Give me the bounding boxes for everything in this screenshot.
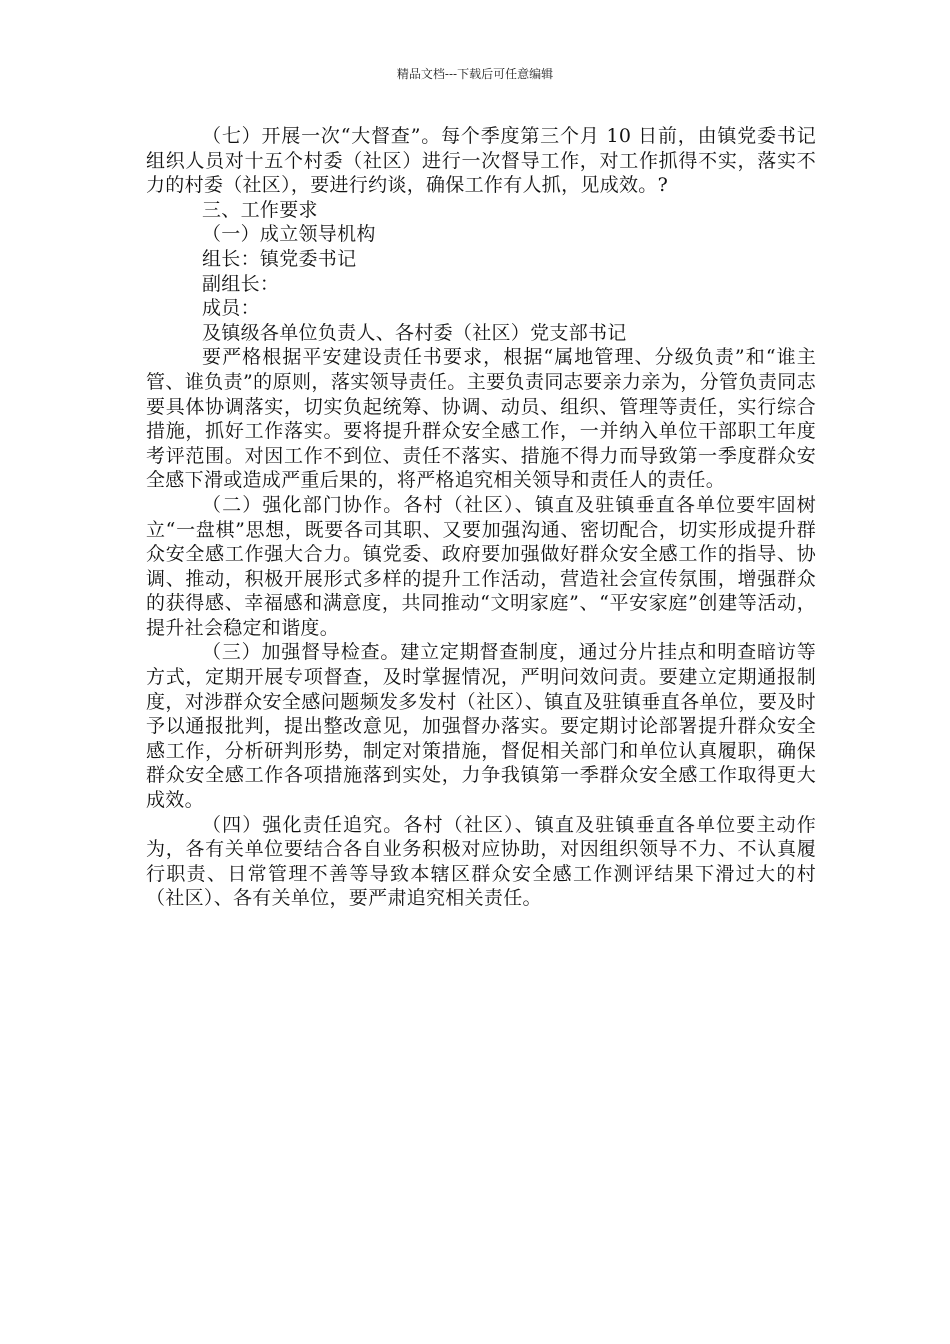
line-deputy-leader: 副组长： — [202, 272, 280, 295]
page-header: 精品文档---下载后可任意编辑 — [396, 67, 554, 81]
line-group-leader: 组长：镇党委书记 — [202, 247, 357, 270]
section-heading-work-requirements: 三、工作要求 — [202, 198, 318, 221]
paragraph-coordination: （二）强化部门协作。各村（社区）、镇直及驻镇垂直各单位要牢固树立“一盘棋”思想，既要各司其职、又要加强沟通、密切配合，切实形成提升群众安全感工作强大合力。镇党委、政府要加强做好群众安全感工作的指导、协调、推动，积极开展形式多样的提升工作活动，营造社会宣传氛围，增强群众的获得感、幸福感和满意度，共同推动“文明家庭”、“平安家庭”创建等活动，提升社会稳定和谐度。 — [146, 493, 816, 639]
subheading-leadership-body: （一）成立领导机构 — [202, 223, 376, 246]
line-members: 成员： — [202, 297, 260, 320]
paragraph-supervision: （七）开展一次“大督查”。每个季度第三个月 10 日前，由镇党委书记组织人员对十五个村委（社区）进行一次督导工作，对工作抓得不实，落实不力的村委（社区），要进行约谈，确保工作有人抓，见成效。? — [146, 125, 816, 197]
paragraph-accountability: （四）强化责任追究。各村（社区）、镇直及驻镇垂直各单位要主动作为，各有关单位要结合各自业务积极对应协助，对因组织领导不力、不认真履行职责、日常管理不善等导致本辖区群众安全感工作测评结果下滑过大的村（社区）、各有关单位，要严肃追究相关责任。 — [146, 813, 816, 910]
line-members-list: 及镇级各单位负责人、各村委（社区）党支部书记 — [202, 321, 627, 344]
document-body — [146, 124, 816, 911]
paragraph-responsibility: 要严格根据平安建设责任书要求，根据“属地管理、分级负责”和“谁主管、谁负责”的原则，落实领导责任。主要负责同志要亲力亲为，分管负责同志要具体协调落实，切实负起统筹、协调、动员、组织、管理等责任，实行综合措施，抓好工作落实。要将提升群众安全感工作，一并纳入单位干部职工年度考评范围。对因工作不到位、责任不落实、措施不得力而导致第一季度群众安全感下滑或造成严重后果的，将严格追究相关领导和责任人的责任。 — [146, 346, 816, 492]
paragraph-inspection: （三）加强督导检查。建立定期督查制度，通过分片挂点和明查暗访等方式，定期开展专项督查，及时掌握情况，严明问效问责。要建立定期通报制度，对涉群众安全感问题频发多发村（社区）、镇直及驻镇垂直各单位，要及时予以通报批判，提出整改意见，加强督办落实。要定期讨论部署提升群众安全感工作，分析研判形势，制定对策措施，督促相关部门和单位认真履职，确保群众安全感工作各项措施落到实处，力争我镇第一季群众安全感工作取得更大成效。 — [146, 641, 816, 812]
